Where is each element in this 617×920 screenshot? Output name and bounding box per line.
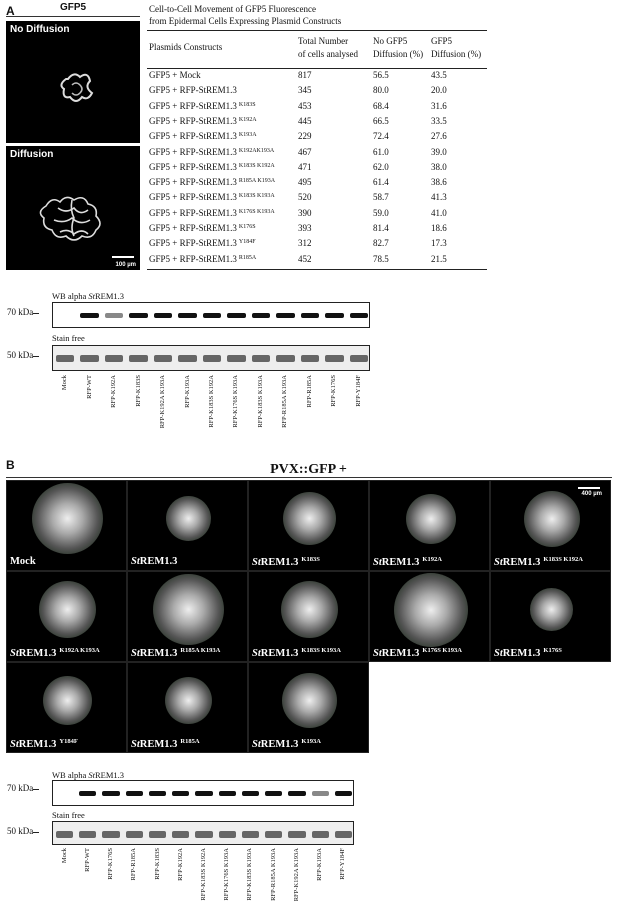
pvx-image [6,571,127,662]
gfp-plaque [153,574,224,645]
table-cell-total: 520 [298,192,312,203]
table-cell-nodiff: 80.0 [373,85,389,96]
gfp-plaque [39,581,96,638]
label-italic-st: St [131,556,140,567]
pvx-image-label [252,647,341,659]
stain-band [265,831,282,838]
wb-b-marker-50: 50 kDa [7,826,34,836]
panel-b-title-rule [6,477,612,478]
construct-mutation: K183S K192A [238,162,275,169]
stain-band [80,355,98,362]
label-italic-st: St [131,648,140,659]
wb-lane-label: RFP-R185A [130,848,138,881]
col-nodiff-1: No GFP5 [373,36,408,46]
label-italic-st: St [494,648,503,659]
stain-band [56,355,74,362]
table-row-construct [149,147,274,157]
stain-band [79,831,96,838]
construct-mutation: R185A K193A [238,178,276,185]
table-cell-nodiff: 82.7 [373,238,389,249]
stain-band [126,831,143,838]
stain-band [149,831,166,838]
table-title-line2: from Epidermal Cells Expressing Plasmid Constructs [149,16,342,26]
stain-band [301,355,319,362]
wb-band [288,791,305,796]
stain-band [219,831,236,838]
wb-band [172,791,189,796]
wb-band [126,791,143,796]
wb-lane-label: RFP-R185A K193A [269,848,277,901]
gfp-plaque [406,494,456,544]
table-header-rule [147,68,487,69]
micrograph-no-diffusion [6,21,140,143]
wb-a-title: WB alpha StREM1.3 [52,291,125,301]
wb-lane-label: RFP-K183S K192A [208,375,215,428]
col-total-1: Total Number [298,36,349,46]
table-cell-nodiff: 78.5 [373,253,389,264]
wb-band [335,791,352,796]
wb-b-stain-label: Stain free [52,810,85,820]
table-cell-diff: 38.0 [431,161,447,172]
wb-lane-label: RFP-K193A [316,848,324,881]
label-mutation: K192A K193A [59,647,100,654]
pvx-image-label [131,738,200,750]
label-mutation: K183S K193A [301,647,341,654]
gfp-plaque [281,581,338,638]
stain-band [227,355,245,362]
construct-mutation: R185A [238,254,257,261]
stain-band [195,831,212,838]
label-base: Mock [10,556,36,567]
label-base: REM1.3 [502,557,541,568]
label-mutation: K193A [301,738,321,745]
table-cell-nodiff: 81.4 [373,223,389,233]
label-base: REM1.3 [381,557,420,568]
table-cell-diff: 21.5 [431,253,447,264]
micro-header-rule [6,16,140,17]
construct-text: GFP5 + RFP-StREM1.3 [149,146,237,157]
wb-band [178,313,196,318]
construct-text: GFP5 + RFP-StREM1.3 [149,253,237,264]
wb-lane-label: RFP-K183S K193A [246,848,254,901]
micrograph-diffusion [6,146,140,270]
pvx-image-label [10,647,100,659]
wb-band [79,791,96,796]
diffusion-label: Diffusion [10,149,54,160]
table-cell-diff: 43.5 [431,70,447,80]
col-constructs: Plasmids Constructs [149,42,223,52]
label-italic-st: St [494,557,503,568]
wb-band [56,313,74,318]
col-diff-2: Diffusion (%) [431,49,482,59]
pvx-image-label [252,556,320,568]
stain-band [203,355,221,362]
table-cell-total: 393 [298,223,312,233]
label-base: REM1.3 [260,557,299,568]
table-row-construct [149,223,256,233]
wb-lane-label: Mock [61,375,69,391]
gfp-plaque [43,676,92,725]
table-row-construct [149,192,275,202]
construct-mutation: K192AK193A [238,147,275,154]
no-diffusion-label: No Diffusion [10,24,70,35]
wb-lane-label: RFP-K183S K193A [256,375,264,428]
single-cell-image [6,21,140,143]
construct-mutation: K192A [238,116,257,123]
label-mutation: K183S [301,556,320,563]
wb-lane-label: RFP-R185A [305,375,313,408]
construct-mutation: K176S [238,224,256,230]
table-cell-diff: 39.0 [431,146,447,157]
table-cell-nodiff: 61.0 [373,146,389,157]
pvx-image [248,571,369,662]
wb-band [149,791,166,796]
wb-a-blot-stain [52,345,370,371]
gfp-plaque [283,492,336,545]
stain-band [178,355,196,362]
stain-band [252,355,270,362]
stain-band [154,355,172,362]
table-cell-diff: 18.6 [431,223,447,233]
wb-band [265,791,282,796]
wb-lane-label: RFP-K192A K193A [292,848,300,902]
label-italic-st: St [252,557,261,568]
wb-b-blot-70 [52,780,354,806]
wb-lane-label: RFP-K193A [183,375,191,408]
label-mutation: K183S K192A [543,556,583,563]
construct-text: GFP5 + RFP-StREM1.3 [149,131,237,142]
wb-lane-label: RFP-R185A K193A [281,375,289,428]
table-cell-total: 445 [298,115,312,126]
label-italic-st: St [10,648,19,659]
wb-band [219,791,236,796]
pvx-image [127,571,248,662]
table-cell-total: 312 [298,238,312,249]
wb-band [129,313,147,318]
label-italic-st: St [10,739,19,750]
wb-band [350,313,368,318]
table-row-construct [149,238,256,248]
stain-band [129,355,147,362]
table-cell-diff: 20.0 [431,85,447,96]
pvx-image [248,480,369,571]
wb-lane-label: RFP-K183S [153,848,161,880]
table-cell-diff: 38.6 [431,177,447,188]
table-row-construct [149,162,275,172]
table-cell-total: 471 [298,161,312,172]
stain-band [105,355,123,362]
table-cell-total: 817 [298,70,312,80]
stain-band [350,355,368,362]
wb-a-stain-label: Stain free [52,333,85,343]
label-base: REM1.3 [139,556,178,567]
pvx-image-label [131,647,220,659]
pvx-image [6,662,127,753]
scalebar-label: 400 µm [581,491,602,497]
pvx-image-label [252,738,321,750]
wb-lane-label: RFP-WT [85,375,93,399]
wb-a-blot-70 [52,302,370,328]
pvx-image-label [10,738,78,750]
label-mutation: K176S [543,647,562,654]
label-mutation: Y184F [59,738,78,745]
wb-lane-label: RFP-WT [83,848,91,872]
col-diff-1: GFP5 [431,36,453,46]
construct-text: GFP5 + RFP-StREM1.3 [149,177,237,188]
wb-band [195,791,212,796]
gfp-plaque [530,588,573,631]
label-base: REM1.3 [18,739,57,750]
table-row-construct [149,254,256,264]
pvx-image [6,480,127,571]
wb-band [203,313,221,318]
gfp-plaque [524,491,580,547]
wb-band [325,313,343,318]
wb-lane-label: RFP-K192A K193A [159,375,167,429]
stain-band [312,831,329,838]
construct-mutation: K183S [238,101,256,108]
pvx-image-label [373,556,442,568]
wb-band [56,791,73,796]
stain-band [242,831,259,838]
table-cell-nodiff: 58.7 [373,192,389,203]
wb-band [276,313,294,318]
pvx-image-label [373,647,462,659]
table-top-rule [147,30,487,31]
label-base: REM1.3 [260,739,299,750]
label-mutation: R185A K193A [180,647,221,654]
panel-b-letter: B [6,458,15,472]
wb-band [242,791,259,796]
table-cell-total: 229 [298,131,312,142]
wb-lane-label: RFP-Y184F [339,848,347,880]
label-italic-st: St [373,557,382,568]
stain-band [335,831,352,838]
wb-band [105,313,123,318]
wb-lane-label: RFP-Y184F [354,375,362,407]
pvx-image-label [131,556,177,567]
wb-lane-label: RFP-K192A [176,848,184,881]
wb-b-title: WB alpha StREM1.3 [52,770,125,780]
label-italic-st: St [131,739,140,750]
construct-mutation: K183S K193A [238,193,275,200]
construct-text: GFP5 + RFP-StREM1.3 [149,223,237,233]
construct-text: GFP5 + RFP-StREM1.3 [149,161,237,172]
pvx-image [369,571,490,662]
gfp-plaque [394,573,468,647]
table-row-construct [149,101,256,111]
gfp-plaque [165,677,212,724]
table-cell-nodiff: 59.0 [373,207,389,218]
wb-b-marker-70: 70 kDa [7,783,34,793]
label-base: REM1.3 [260,648,299,659]
panel-b-title: PVX::GFP + [270,462,347,477]
label-mutation: R185A [180,738,200,745]
pvx-image-label [10,556,36,567]
pvx-image [490,480,611,571]
wb-lane-label: RFP-K176S K193A [223,848,231,901]
pvx-image-label [494,647,562,659]
construct-text: GFP5 + Mock [149,70,201,80]
wb-band [312,791,329,796]
stain-band [276,355,294,362]
pvx-image [127,480,248,571]
label-base: REM1.3 [139,739,178,750]
label-italic-st: St [252,648,261,659]
table-cell-total: 453 [298,100,312,111]
table-cell-nodiff: 61.4 [373,177,389,188]
table-row-construct [149,70,201,80]
table-cell-diff: 33.5 [431,115,447,126]
table-row-construct [149,131,257,141]
label-italic-st: St [373,648,382,659]
scalebar-line [112,256,134,258]
construct-text: GFP5 + RFP-StREM1.3 [149,115,237,126]
table-row-construct [149,208,275,218]
label-mutation: K192A [422,556,442,563]
table-cell-nodiff: 56.5 [373,70,389,80]
stain-band [102,831,119,838]
wb-band [154,313,172,318]
label-italic-st: St [252,739,261,750]
wb-lane-label: RFP-K176S K193A [232,375,240,428]
construct-text: GFP5 + RFP-StREM1.3 [149,207,237,218]
table-cell-nodiff: 72.4 [373,131,389,142]
table-cell-total: 345 [298,85,312,96]
table-cell-total: 390 [298,207,312,218]
pvx-image-label [494,556,583,568]
gfp-plaque [282,673,337,728]
micro-header: GFP5 [59,2,87,13]
wb-band [80,313,98,318]
label-mutation: K176S K193A [422,647,462,654]
wb-band [252,313,270,318]
table-cell-diff: 41.0 [431,207,447,218]
wb-lane-label: RFP-K183S [134,375,142,407]
wb-lane-label: RFP-K176S [107,848,115,880]
col-nodiff-2: Diffusion (%) [373,49,424,59]
col-total-2: of cells analysed [298,49,358,59]
panel-a-letter: A [6,4,15,18]
pvx-image [248,662,369,753]
stain-band [325,355,343,362]
construct-mutation: K193A [238,132,257,139]
table-cell-nodiff: 62.0 [373,161,389,172]
label-base: REM1.3 [381,648,420,659]
table-cell-total: 452 [298,253,312,264]
pvx-image [369,480,490,571]
wb-lane-label: Mock [60,848,68,864]
table-cell-nodiff: 68.4 [373,100,389,111]
pvx-image [490,571,611,662]
table-cell-diff: 17.3 [431,238,447,249]
table-cell-nodiff: 66.5 [373,115,389,126]
gfp-plaque [166,496,211,541]
table-row-construct [149,177,275,187]
wb-lane-label: RFP-K183S K192A [200,848,207,901]
wb-band [227,313,245,318]
pvx-image [127,662,248,753]
gfp-plaque [32,483,103,554]
construct-mutation: Y184F [238,239,256,246]
construct-mutation: K176S K193A [238,208,275,215]
table-cell-diff: 27.6 [431,131,447,142]
stain-band [288,831,305,838]
wb-lane-label: RFP-K192A [110,375,118,408]
table-row-construct [149,116,257,126]
multi-cell-image [6,146,140,270]
wb-band [301,313,319,318]
table-cell-diff: 31.6 [431,100,447,111]
construct-text: GFP5 + RFP-StREM1.3 [149,192,237,203]
label-base: REM1.3 [502,648,541,659]
table-bottom-rule [147,269,487,270]
construct-text: GFP5 + RFP-StREM1.3 [149,85,237,96]
wb-lane-label: RFP-K176S [330,375,338,407]
wb-a-marker-70: 70 kDa [7,307,34,317]
scalebar-line [578,487,600,489]
wb-band [102,791,119,796]
wb-b-blot-stain [52,821,354,845]
table-title-line1: Cell-to-Cell Movement of GFP5 Fluorescence [149,4,316,14]
table-cell-diff: 41.3 [431,192,447,203]
wb-a-marker-50: 50 kDa [7,350,34,360]
table-row-construct [149,85,237,95]
label-base: REM1.3 [18,648,57,659]
table-cell-total: 495 [298,177,312,188]
table-cell-total: 467 [298,146,312,157]
stain-band [56,831,73,838]
scalebar-label: 100 µm [115,262,136,268]
stain-band [172,831,189,838]
construct-text: GFP5 + RFP-StREM1.3 [149,238,237,249]
label-base: REM1.3 [139,648,178,659]
construct-text: GFP5 + RFP-StREM1.3 [149,100,237,111]
